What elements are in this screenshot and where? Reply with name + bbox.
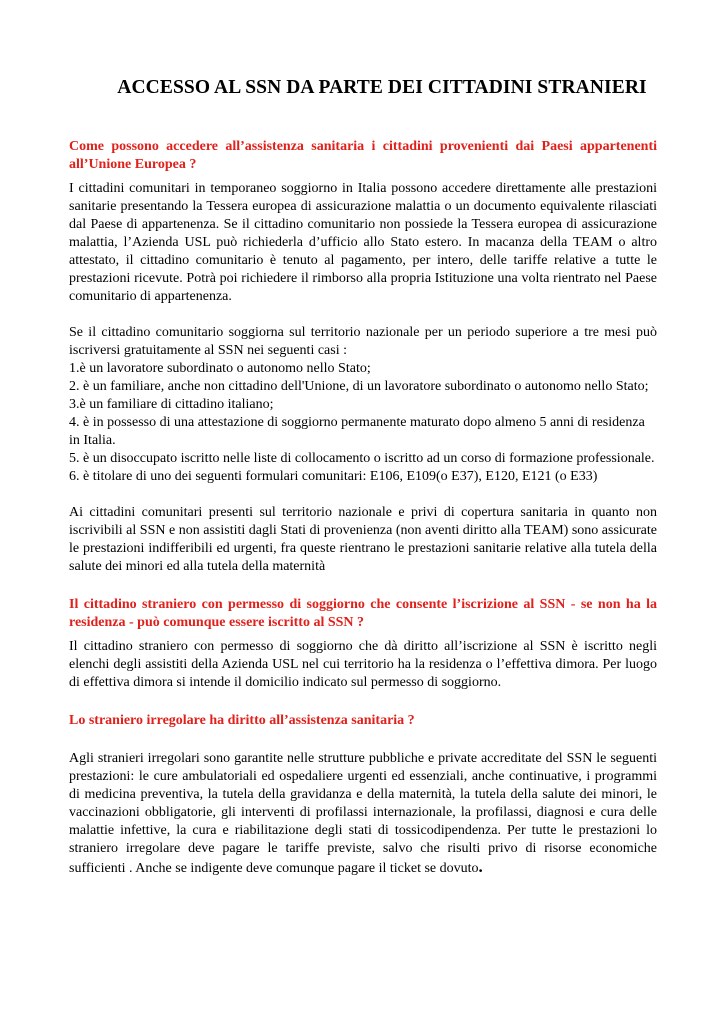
- page-title: ACCESSO AL SSN DA PARTE DEI CITTADINI STRANIERI: [117, 77, 647, 98]
- list-item: 5. è un disoccupato iscritto nelle liste di collocamento o iscritto ad un corso di formazione professionale.: [69, 451, 655, 466]
- paragraph-irregular: [69, 750, 657, 878]
- question-residence: Il cittadino straniero con permesso di soggiorno che consente l’iscrizione al SSN - se non ha la residenza - può comunque essere iscritto al SSN ?: [69, 597, 657, 630]
- list-item: 3.è un familiare di cittadino italiano;: [69, 397, 274, 412]
- paragraph-eu-uninsured: Ai cittadini comunitari presenti sul territorio nazionale e privi di copertura sanitaria in quanto non iscrivibili al SSN e non assistiti dagli Stati di provenienza (non aventi diritto alla TEAM) sono assicurate le prestazioni indifferibili ed urgenti, fra queste rientrano le prestazioni sanitarie relative alla tutela della salute dei minori ed alla tutela della maternità: [69, 505, 657, 574]
- list-item: 1.è un lavoratore subordinato o autonomo nello Stato;: [69, 361, 371, 376]
- document-body: [69, 138, 657, 878]
- list-item: 2. è un familiare, anche non cittadino dell'Unione, di un lavoratore subordinato o autonomo nello Stato;: [69, 379, 649, 394]
- question-eu-citizens: Come possono accedere all’assistenza sanitaria i cittadini provenienti dai Paesi appartenenti all’Unione Europea ?: [69, 139, 657, 172]
- paragraph-eu-temporary-stay: I cittadini comunitari in temporaneo soggiorno in Italia possono accedere direttamente alle prestazioni sanitarie presentando la Tessera europea di assicurazione malattia o un documento equivalente rilasciati dal Paese di appartenenza. Se il cittadino comunitario non possiede la Tessera europea di assicurazione malattia, l’Azienda USL può richiederla d’ufficio allo Stato estero. In macanza della TEAM o altro attestato, il cittadino comunitario è tenuto al pagamento, per intero, delle tariffe relative a tutte le prestazioni ricevute. Potrà poi richiedere il rimborso alla propria Istituzione una volta rientrato nel Paese comunitario di appartenenza.: [69, 181, 657, 304]
- question-irregular: Lo straniero irregolare ha diritto all’assistenza sanitaria ?: [69, 713, 415, 728]
- paragraph-residence: Il cittadino straniero con permesso di soggiorno che dà diritto all’iscrizione al SSN è iscritto negli elenchi degli assistiti della Azienda USL nel cui territorio ha la residenza o l’effettiva dimora. Per luogo di effettiva dimora si intende il domicilio indicato sul permesso di soggiorno.: [69, 639, 657, 690]
- list-item: 4. è in possesso di una attestazione di soggiorno permanente maturato dopo almeno 5 anni di residenza in Italia.: [69, 415, 645, 448]
- paragraph-irregular-text: Agli stranieri irregolari sono garantite nelle strutture pubbliche e private accreditate del SSN le seguenti prestazioni: le cure ambulatoriali ed ospedaliere urgenti ed essenziali, anche continuative, i programmi di medicina preventiva, la tutela della gravidanza e della maternità, la tutela della salute dei minori, le vaccinazioni obbligatorie, gli interventi di profilassi internazionale, la profilassi, diagnosi e cura delle malattie infettive, la cura e riabilitazione degli stati di tossicodipendenza. Per tutte le prestazioni lo straniero irregolare deve pagare le tariffe previste, salvo che risulti privo di risorse economiche sufficienti . Anche se indigente deve comunque pagare il ticket se dovuto: [69, 751, 657, 876]
- final-period: .: [478, 857, 483, 876]
- paragraph-eu-long-stay: Se il cittadino comunitario soggiorna sul territorio nazionale per un periodo superiore a tre mesi può iscriversi gratuitamente al SSN nei seguenti casi :: [69, 325, 657, 358]
- eligibility-list: [69, 360, 657, 486]
- list-item: 6. è titolare di uno dei seguenti formulari comunitari: E106, E109(o E37), E120, E121 (o E33): [69, 469, 598, 484]
